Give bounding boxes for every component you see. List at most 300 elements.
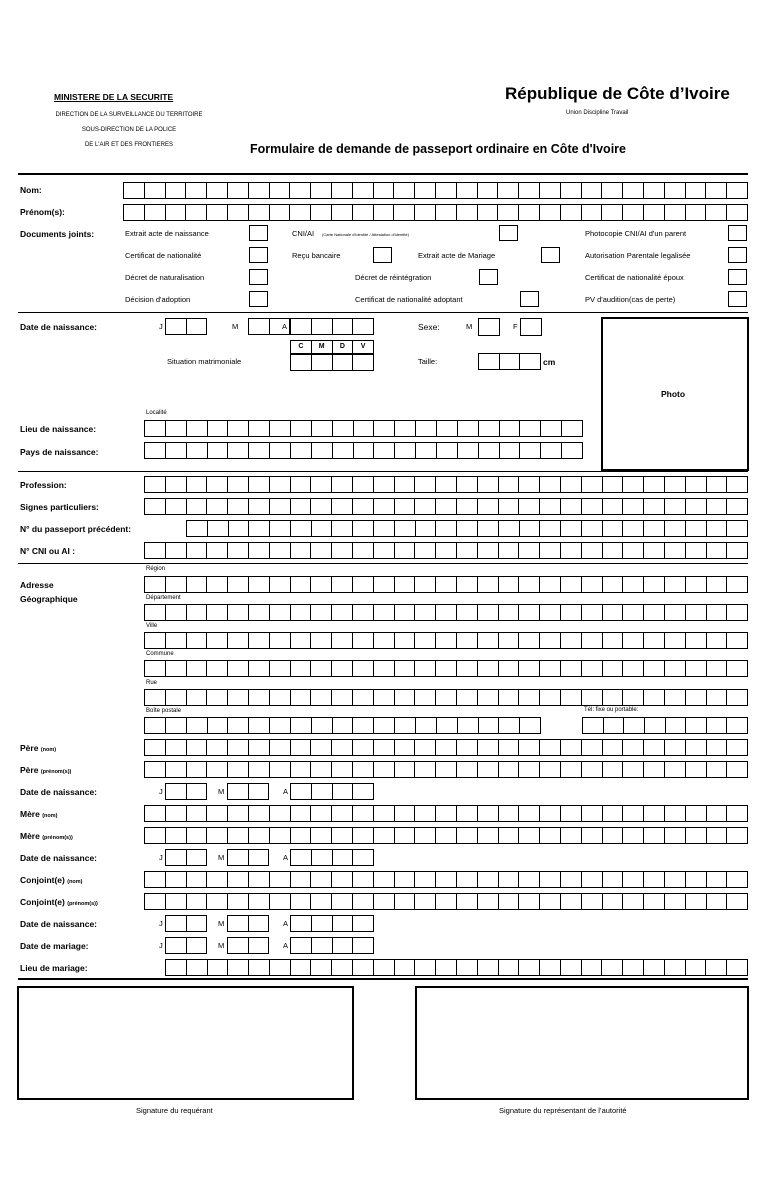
- char-cell[interactable]: [207, 806, 228, 821]
- char-cell[interactable]: [561, 690, 582, 705]
- char-cell[interactable]: [603, 690, 624, 705]
- char-cell[interactable]: [457, 633, 478, 648]
- char-cell[interactable]: [582, 806, 603, 821]
- char-cell[interactable]: [166, 605, 187, 620]
- pere-birth-month-field[interactable]: [227, 783, 269, 800]
- char-cell[interactable]: [333, 916, 354, 931]
- ville-field[interactable]: [144, 632, 748, 649]
- char-cell[interactable]: [707, 633, 728, 648]
- char-cell[interactable]: [395, 499, 416, 514]
- char-cell[interactable]: [145, 894, 166, 909]
- char-cell[interactable]: [706, 205, 727, 220]
- char-cell[interactable]: [498, 183, 519, 198]
- char-cell[interactable]: [228, 633, 249, 648]
- char-cell[interactable]: [332, 740, 353, 755]
- char-cell[interactable]: [374, 477, 395, 492]
- char-cell[interactable]: [623, 499, 644, 514]
- char-cell[interactable]: [228, 690, 249, 705]
- char-cell[interactable]: [270, 806, 291, 821]
- char-cell[interactable]: [457, 577, 478, 592]
- char-cell[interactable]: [353, 960, 374, 975]
- char-cell[interactable]: [249, 605, 270, 620]
- char-cell[interactable]: [686, 718, 707, 733]
- char-cell[interactable]: [727, 872, 747, 887]
- char-cell[interactable]: [603, 894, 624, 909]
- char-cell[interactable]: [479, 421, 500, 436]
- char-cell[interactable]: [582, 577, 603, 592]
- char-cell[interactable]: [333, 421, 354, 436]
- char-cell[interactable]: [249, 740, 270, 755]
- char-cell[interactable]: [415, 205, 436, 220]
- char-cell[interactable]: [686, 577, 707, 592]
- char-cell[interactable]: [436, 499, 457, 514]
- char-cell[interactable]: [499, 872, 520, 887]
- char-cell[interactable]: [561, 605, 582, 620]
- char-cell[interactable]: [228, 938, 249, 953]
- char-cell[interactable]: [644, 828, 665, 843]
- char-cell[interactable]: [353, 894, 374, 909]
- char-cell[interactable]: [604, 718, 625, 733]
- char-cell[interactable]: [249, 872, 270, 887]
- char-cell[interactable]: [353, 205, 374, 220]
- char-cell[interactable]: [415, 577, 436, 592]
- char-cell[interactable]: [249, 784, 269, 799]
- char-cell[interactable]: [207, 477, 228, 492]
- char-cell[interactable]: [582, 828, 603, 843]
- char-cell[interactable]: [686, 661, 707, 676]
- cni-field[interactable]: [144, 542, 748, 559]
- char-cell[interactable]: [207, 762, 228, 777]
- char-cell[interactable]: [458, 421, 479, 436]
- char-cell[interactable]: [727, 894, 747, 909]
- char-cell[interactable]: [686, 499, 707, 514]
- char-cell[interactable]: [727, 661, 747, 676]
- char-cell[interactable]: [394, 205, 415, 220]
- doc-certif-adoptant-checkbox[interactable]: [520, 291, 539, 307]
- char-cell[interactable]: [499, 605, 520, 620]
- char-cell[interactable]: [582, 960, 603, 975]
- char-cell[interactable]: [686, 690, 707, 705]
- char-cell[interactable]: [145, 205, 166, 220]
- char-cell[interactable]: [415, 960, 436, 975]
- doc-decret-reintegration-checkbox[interactable]: [479, 269, 498, 285]
- char-cell[interactable]: [457, 872, 478, 887]
- char-cell[interactable]: [249, 633, 270, 648]
- char-cell[interactable]: [478, 806, 499, 821]
- char-cell[interactable]: [353, 605, 374, 620]
- char-cell[interactable]: [353, 577, 374, 592]
- char-cell[interactable]: [478, 205, 499, 220]
- char-cell[interactable]: [208, 521, 229, 536]
- char-cell[interactable]: [228, 421, 249, 436]
- char-cell[interactable]: [561, 762, 582, 777]
- char-cell[interactable]: [519, 183, 540, 198]
- char-cell[interactable]: [270, 183, 291, 198]
- char-cell[interactable]: [499, 543, 520, 558]
- char-cell[interactable]: [582, 661, 603, 676]
- pere-birth-year-field[interactable]: [290, 783, 374, 800]
- char-cell[interactable]: [290, 205, 311, 220]
- char-cell[interactable]: [686, 543, 707, 558]
- char-cell[interactable]: [395, 633, 416, 648]
- char-cell[interactable]: [374, 690, 395, 705]
- char-cell[interactable]: [353, 916, 373, 931]
- birth-day-field[interactable]: [165, 318, 207, 335]
- char-cell[interactable]: [187, 938, 207, 953]
- char-cell[interactable]: [270, 690, 291, 705]
- char-cell[interactable]: [707, 499, 728, 514]
- char-cell[interactable]: [416, 443, 437, 458]
- char-cell[interactable]: [353, 828, 374, 843]
- char-cell[interactable]: [333, 784, 354, 799]
- char-cell[interactable]: [623, 690, 644, 705]
- char-cell[interactable]: [270, 661, 291, 676]
- char-cell[interactable]: [415, 894, 436, 909]
- doc-photocopie-checkbox[interactable]: [728, 225, 747, 241]
- char-cell[interactable]: [415, 477, 436, 492]
- char-cell[interactable]: [727, 633, 747, 648]
- char-cell[interactable]: [311, 806, 332, 821]
- doc-extrait-mariage-checkbox[interactable]: [541, 247, 560, 263]
- char-cell[interactable]: [478, 762, 499, 777]
- char-cell[interactable]: [519, 477, 540, 492]
- char-cell[interactable]: [665, 872, 686, 887]
- marital-m[interactable]: M: [312, 341, 333, 353]
- char-cell[interactable]: [602, 183, 623, 198]
- char-cell[interactable]: [436, 477, 457, 492]
- char-cell[interactable]: [312, 784, 333, 799]
- char-cell[interactable]: [374, 205, 395, 220]
- char-cell[interactable]: [519, 661, 540, 676]
- char-cell[interactable]: [499, 521, 520, 536]
- char-cell[interactable]: [623, 633, 644, 648]
- char-cell[interactable]: [166, 543, 187, 558]
- char-cell[interactable]: [499, 477, 520, 492]
- char-cell[interactable]: [291, 477, 312, 492]
- char-cell[interactable]: [519, 690, 540, 705]
- char-cell[interactable]: [603, 740, 624, 755]
- char-cell[interactable]: [478, 828, 499, 843]
- char-cell[interactable]: [561, 521, 582, 536]
- char-cell[interactable]: [457, 960, 478, 975]
- char-cell[interactable]: [374, 605, 395, 620]
- char-cell[interactable]: [436, 960, 457, 975]
- char-cell[interactable]: [249, 543, 270, 558]
- char-cell[interactable]: [436, 828, 457, 843]
- char-cell[interactable]: [395, 806, 416, 821]
- char-cell[interactable]: [707, 661, 728, 676]
- mere-birth-year-field[interactable]: [290, 849, 374, 866]
- char-cell[interactable]: [644, 740, 665, 755]
- char-cell[interactable]: [374, 443, 395, 458]
- char-cell[interactable]: [665, 605, 686, 620]
- doc-certif-epoux-checkbox[interactable]: [728, 269, 747, 285]
- char-cell[interactable]: [458, 718, 479, 733]
- char-cell[interactable]: [499, 690, 520, 705]
- char-cell[interactable]: [332, 828, 353, 843]
- char-cell[interactable]: [457, 477, 478, 492]
- char-cell[interactable]: [187, 894, 208, 909]
- char-cell[interactable]: [145, 872, 166, 887]
- char-cell[interactable]: [395, 605, 416, 620]
- region-field[interactable]: [144, 576, 748, 593]
- char-cell[interactable]: [436, 183, 457, 198]
- char-cell[interactable]: [291, 443, 312, 458]
- char-cell[interactable]: [707, 690, 728, 705]
- char-cell[interactable]: [187, 762, 208, 777]
- char-cell[interactable]: [124, 205, 145, 220]
- char-cell[interactable]: [416, 421, 437, 436]
- char-cell[interactable]: [478, 960, 499, 975]
- char-cell[interactable]: [395, 828, 416, 843]
- char-cell[interactable]: [707, 477, 728, 492]
- char-cell[interactable]: [249, 894, 270, 909]
- char-cell[interactable]: [249, 319, 270, 334]
- char-cell[interactable]: [686, 828, 707, 843]
- char-cell[interactable]: [436, 740, 457, 755]
- char-cell[interactable]: [561, 205, 582, 220]
- char-cell[interactable]: [561, 183, 582, 198]
- rue-field[interactable]: [144, 689, 748, 706]
- char-cell[interactable]: [561, 740, 582, 755]
- char-cell[interactable]: [312, 850, 333, 865]
- char-cell[interactable]: [623, 806, 644, 821]
- char-cell[interactable]: [353, 543, 374, 558]
- mere-prenom-field[interactable]: [144, 827, 748, 844]
- char-cell[interactable]: [395, 477, 416, 492]
- char-cell[interactable]: [249, 577, 270, 592]
- char-cell[interactable]: [540, 183, 561, 198]
- char-cell[interactable]: [395, 521, 416, 536]
- char-cell[interactable]: [479, 718, 500, 733]
- char-cell[interactable]: [166, 477, 187, 492]
- signature-autorite-box[interactable]: [415, 986, 749, 1100]
- char-cell[interactable]: [665, 183, 686, 198]
- char-cell[interactable]: [395, 762, 416, 777]
- char-cell[interactable]: [623, 872, 644, 887]
- char-cell[interactable]: [665, 661, 686, 676]
- char-cell[interactable]: [479, 354, 500, 369]
- char-cell[interactable]: [582, 894, 603, 909]
- char-cell[interactable]: [395, 543, 416, 558]
- char-cell[interactable]: [499, 960, 520, 975]
- char-cell[interactable]: [561, 543, 582, 558]
- char-cell[interactable]: [312, 355, 333, 370]
- char-cell[interactable]: [166, 633, 187, 648]
- char-cell[interactable]: [249, 806, 270, 821]
- char-cell[interactable]: [291, 718, 312, 733]
- char-cell[interactable]: [145, 661, 166, 676]
- char-cell[interactable]: [602, 205, 623, 220]
- char-cell[interactable]: [270, 894, 291, 909]
- char-cell[interactable]: [644, 477, 665, 492]
- char-cell[interactable]: [291, 960, 312, 975]
- char-cell[interactable]: [603, 806, 624, 821]
- char-cell[interactable]: [291, 894, 312, 909]
- char-cell[interactable]: [478, 605, 499, 620]
- commune-field[interactable]: [144, 660, 748, 677]
- char-cell[interactable]: [478, 872, 499, 887]
- char-cell[interactable]: [478, 633, 499, 648]
- char-cell[interactable]: [249, 960, 270, 975]
- char-cell[interactable]: [187, 806, 208, 821]
- doc-autorisation-checkbox[interactable]: [728, 247, 747, 263]
- char-cell[interactable]: [415, 661, 436, 676]
- char-cell[interactable]: [249, 828, 270, 843]
- char-cell[interactable]: [603, 605, 624, 620]
- char-cell[interactable]: [623, 762, 644, 777]
- char-cell[interactable]: [166, 784, 187, 799]
- char-cell[interactable]: [395, 577, 416, 592]
- char-cell[interactable]: [270, 443, 291, 458]
- char-cell[interactable]: [312, 421, 333, 436]
- char-cell[interactable]: [562, 443, 582, 458]
- char-cell[interactable]: [520, 354, 540, 369]
- char-cell[interactable]: [478, 183, 499, 198]
- char-cell[interactable]: [561, 633, 582, 648]
- char-cell[interactable]: [374, 183, 395, 198]
- char-cell[interactable]: [727, 499, 747, 514]
- char-cell[interactable]: [187, 577, 208, 592]
- char-cell[interactable]: [415, 690, 436, 705]
- lieu-mariage-field[interactable]: [165, 959, 748, 976]
- char-cell[interactable]: [519, 205, 540, 220]
- char-cell[interactable]: [457, 690, 478, 705]
- char-cell[interactable]: [166, 916, 187, 931]
- conjoint-nom-field[interactable]: [144, 871, 748, 888]
- char-cell[interactable]: [228, 872, 249, 887]
- char-cell[interactable]: [374, 577, 395, 592]
- char-cell[interactable]: [145, 762, 166, 777]
- char-cell[interactable]: [395, 690, 416, 705]
- char-cell[interactable]: [394, 183, 415, 198]
- char-cell[interactable]: [332, 499, 353, 514]
- char-cell[interactable]: [228, 499, 249, 514]
- char-cell[interactable]: [228, 543, 249, 558]
- char-cell[interactable]: [374, 718, 395, 733]
- char-cell[interactable]: [727, 960, 747, 975]
- char-cell[interactable]: [166, 205, 187, 220]
- pere-nom-field[interactable]: [144, 739, 748, 756]
- char-cell[interactable]: [623, 521, 644, 536]
- char-cell[interactable]: [291, 543, 312, 558]
- char-cell[interactable]: [706, 183, 727, 198]
- char-cell[interactable]: [499, 806, 520, 821]
- char-cell[interactable]: [665, 521, 686, 536]
- char-cell[interactable]: [145, 633, 166, 648]
- marital-status-options[interactable]: [290, 340, 374, 354]
- char-cell[interactable]: [166, 806, 187, 821]
- char-cell[interactable]: [311, 543, 332, 558]
- char-cell[interactable]: [395, 960, 416, 975]
- char-cell[interactable]: [145, 421, 166, 436]
- char-cell[interactable]: [353, 938, 373, 953]
- char-cell[interactable]: [415, 806, 436, 821]
- char-cell[interactable]: [270, 477, 291, 492]
- signes-field[interactable]: [144, 498, 748, 515]
- char-cell[interactable]: [145, 806, 166, 821]
- pays-naissance-field[interactable]: [144, 442, 583, 459]
- char-cell[interactable]: [270, 633, 291, 648]
- char-cell[interactable]: [291, 661, 312, 676]
- char-cell[interactable]: [333, 443, 354, 458]
- char-cell[interactable]: [207, 499, 228, 514]
- char-cell[interactable]: [727, 183, 747, 198]
- char-cell[interactable]: [478, 894, 499, 909]
- char-cell[interactable]: [312, 521, 333, 536]
- char-cell[interactable]: [499, 633, 520, 648]
- char-cell[interactable]: [665, 894, 686, 909]
- char-cell[interactable]: [541, 421, 562, 436]
- char-cell[interactable]: [353, 521, 374, 536]
- char-cell[interactable]: [311, 828, 332, 843]
- char-cell[interactable]: [332, 806, 353, 821]
- sex-m-checkbox[interactable]: [478, 318, 500, 336]
- char-cell[interactable]: [665, 477, 686, 492]
- char-cell[interactable]: [415, 740, 436, 755]
- char-cell[interactable]: [540, 872, 561, 887]
- char-cell[interactable]: [207, 828, 228, 843]
- char-cell[interactable]: [249, 938, 269, 953]
- char-cell[interactable]: [291, 872, 312, 887]
- char-cell[interactable]: [270, 521, 291, 536]
- char-cell[interactable]: [187, 690, 208, 705]
- char-cell[interactable]: [540, 605, 561, 620]
- char-cell[interactable]: [332, 521, 353, 536]
- char-cell[interactable]: [228, 605, 249, 620]
- char-cell[interactable]: [228, 806, 249, 821]
- char-cell[interactable]: [727, 718, 747, 733]
- char-cell[interactable]: [686, 205, 707, 220]
- char-cell[interactable]: [727, 477, 747, 492]
- char-cell[interactable]: [436, 543, 457, 558]
- doc-pv-audition-checkbox[interactable]: [728, 291, 747, 307]
- char-cell[interactable]: [665, 690, 686, 705]
- char-cell[interactable]: [374, 521, 395, 536]
- char-cell[interactable]: [727, 806, 747, 821]
- char-cell[interactable]: [311, 960, 332, 975]
- char-cell[interactable]: [500, 354, 521, 369]
- char-cell[interactable]: [332, 960, 353, 975]
- mariage-month-field[interactable]: [227, 937, 269, 954]
- char-cell[interactable]: [395, 718, 416, 733]
- char-cell[interactable]: [540, 894, 561, 909]
- char-cell[interactable]: [249, 850, 269, 865]
- char-cell[interactable]: [333, 718, 354, 733]
- char-cell[interactable]: [249, 205, 270, 220]
- char-cell[interactable]: [727, 828, 747, 843]
- char-cell[interactable]: [228, 916, 249, 931]
- char-cell[interactable]: [415, 828, 436, 843]
- char-cell[interactable]: [208, 718, 229, 733]
- char-cell[interactable]: [207, 183, 228, 198]
- char-cell[interactable]: [249, 661, 270, 676]
- char-cell[interactable]: [374, 872, 395, 887]
- char-cell[interactable]: [623, 828, 644, 843]
- char-cell[interactable]: [291, 499, 312, 514]
- char-cell[interactable]: [540, 828, 561, 843]
- char-cell[interactable]: [540, 633, 561, 648]
- char-cell[interactable]: [270, 960, 291, 975]
- char-cell[interactable]: [603, 577, 624, 592]
- char-cell[interactable]: [187, 477, 208, 492]
- char-cell[interactable]: [208, 960, 229, 975]
- char-cell[interactable]: [644, 183, 665, 198]
- char-cell[interactable]: [291, 421, 312, 436]
- char-cell[interactable]: [207, 205, 228, 220]
- char-cell[interactable]: [707, 806, 728, 821]
- char-cell[interactable]: [540, 762, 561, 777]
